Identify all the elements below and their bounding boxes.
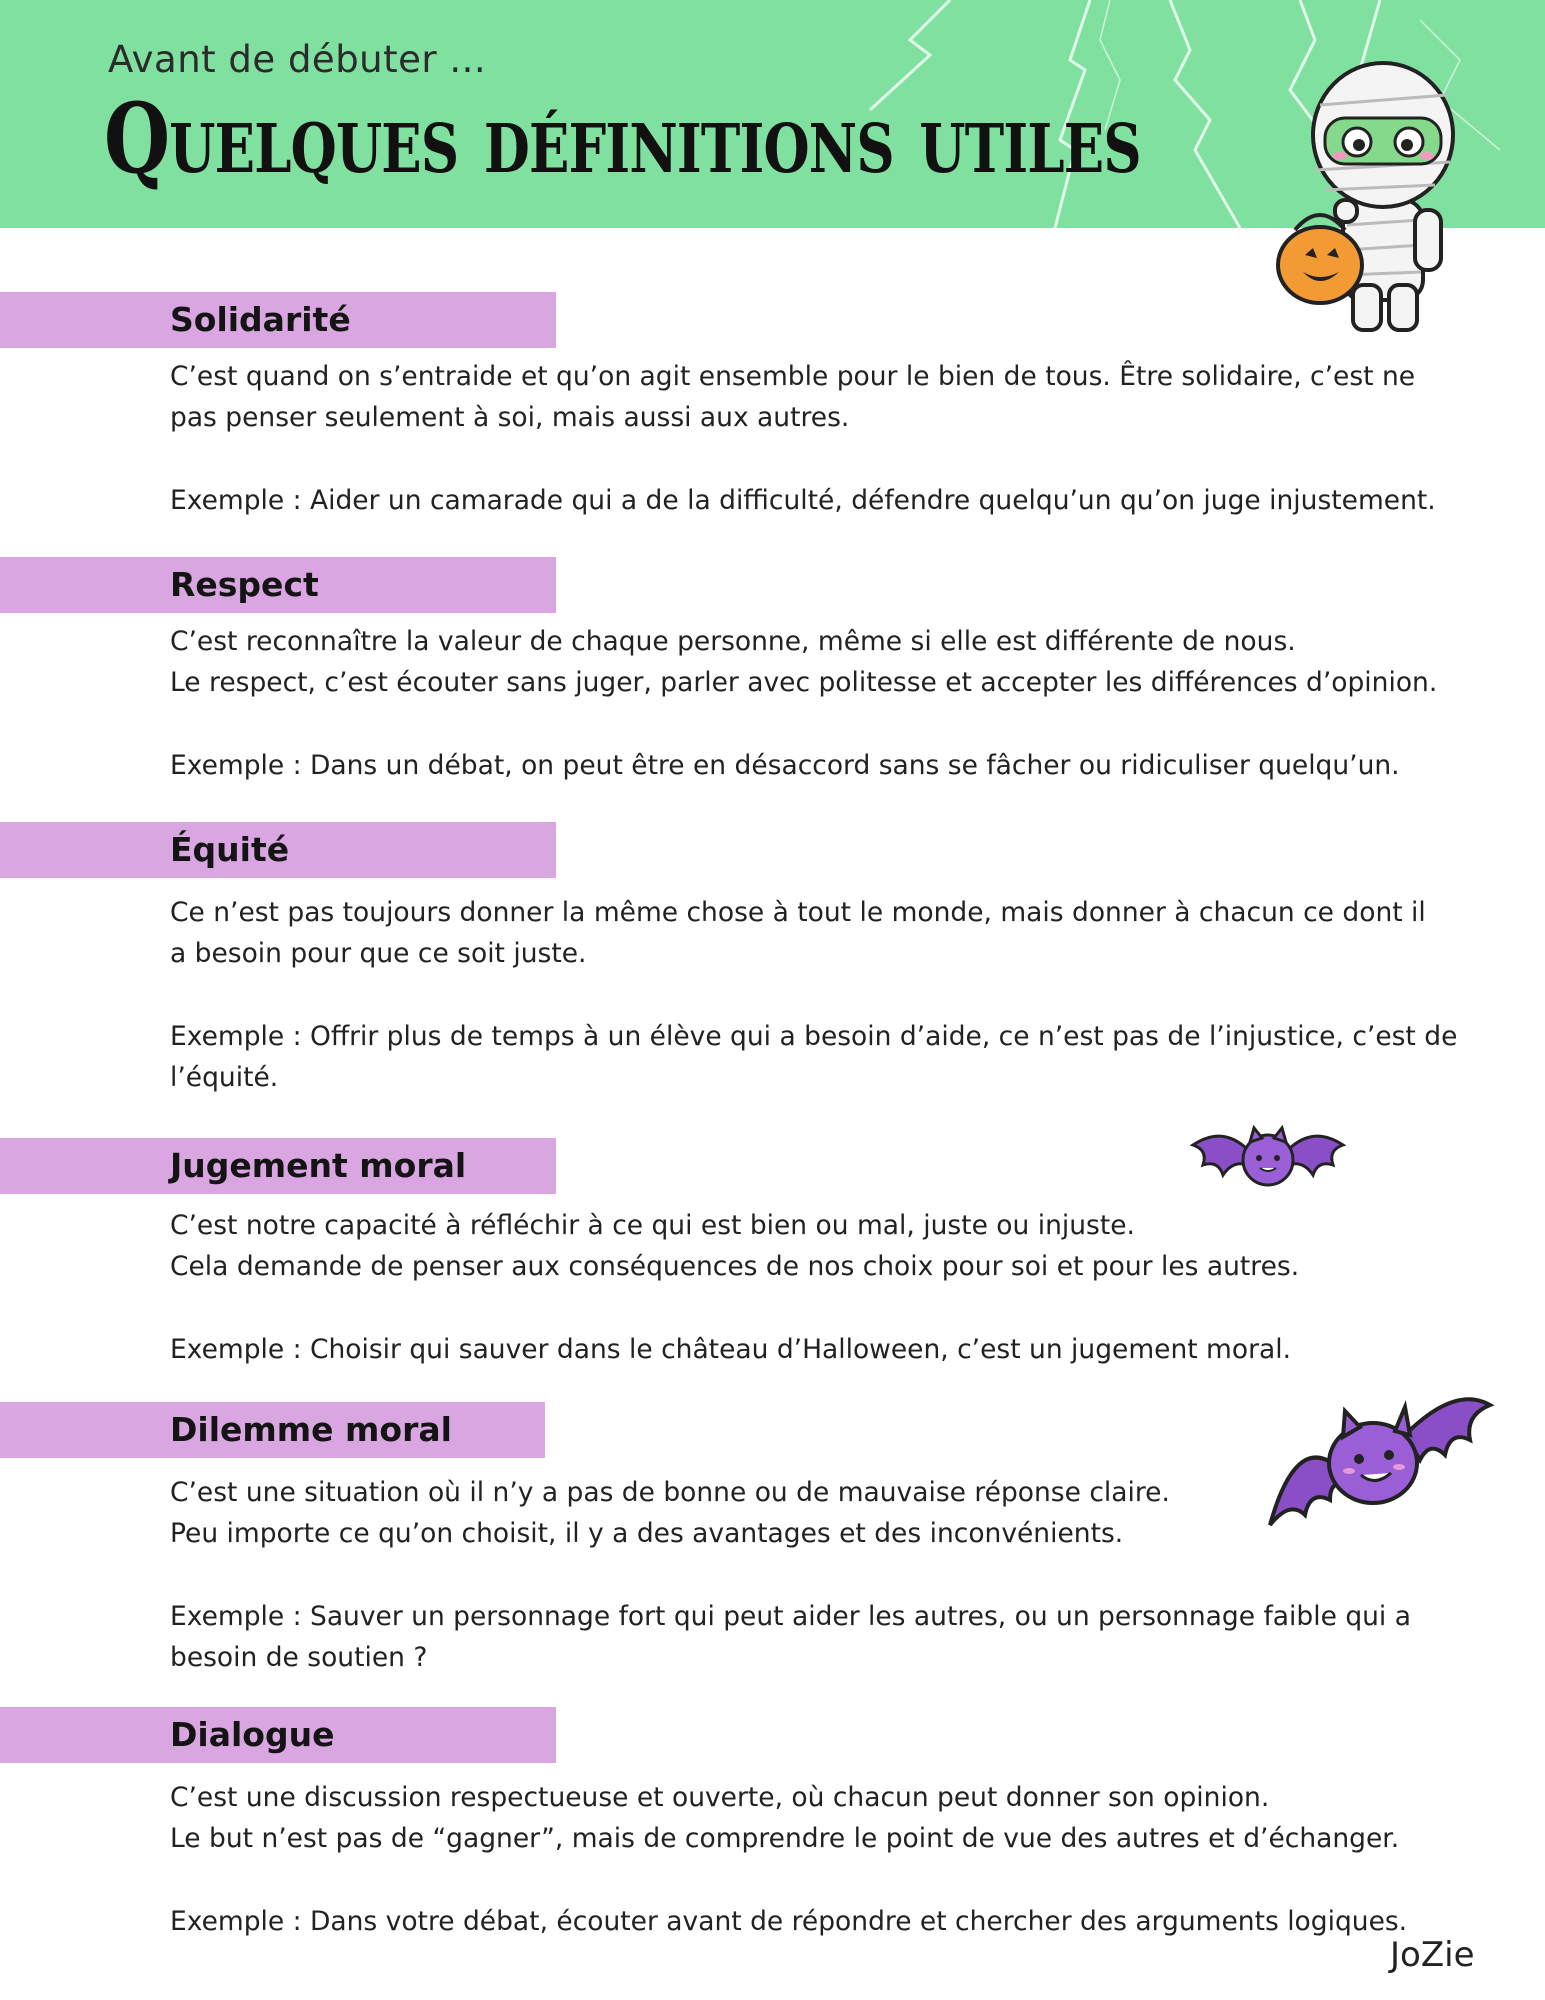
bat-icon	[1188, 1120, 1348, 1200]
definition-line: Ce n’est pas toujours donner la même chose à tout le monde, mais donner à chacun ce dont il	[170, 897, 1426, 928]
term-heading: Respect	[170, 565, 319, 604]
example-line: Exemple : Dans votre débat, écouter avant de répondre et chercher des arguments logiques.	[170, 1906, 1408, 1937]
page-title: Quelques définitions utiles	[104, 82, 1141, 195]
definition-line: C’est notre capacité à réfléchir à ce qui est bien ou mal, juste ou injuste.	[170, 1210, 1135, 1241]
example-line: Exemple : Choisir qui sauver dans le château d’Halloween, c’est un jugement moral.	[170, 1334, 1291, 1365]
author-signature: JoZie	[1390, 1935, 1475, 1975]
definition-line: C’est quand on s’entraide et qu’on agit ensemble pour le bien de tous. Être solidaire, c’est ne	[170, 361, 1416, 392]
definition-line: Le but n’est pas de “gagner”, mais de comprendre le point de vue des autres et d’échanger.	[170, 1823, 1400, 1854]
definition-line: Peu importe ce qu’on choisit, il y a des avantages et des inconvénients.	[170, 1518, 1124, 1549]
example-line: besoin de soutien ?	[170, 1642, 428, 1673]
term-heading: Équité	[170, 830, 290, 869]
page-subtitle: Avant de débuter ...	[108, 38, 487, 81]
definition-line: a besoin pour que ce soit juste.	[170, 938, 587, 969]
term-heading: Jugement moral	[170, 1146, 467, 1185]
example-line: Exemple : Dans un débat, on peut être en désaccord sans se fâcher ou ridiculiser quelqu’un.	[170, 750, 1400, 781]
term-heading: Dilemme moral	[170, 1410, 452, 1449]
bat-icon	[1265, 1375, 1495, 1540]
definition-line: C’est une discussion respectueuse et ouverte, où chacun peut donner son opinion.	[170, 1782, 1270, 1813]
example-line: Exemple : Sauver un personnage fort qui peut aider les autres, ou un personnage faible qui a	[170, 1601, 1411, 1632]
example-line: Exemple : Aider un camarade qui a de la difficulté, défendre quelqu’un qu’on juge injustement.	[170, 485, 1436, 516]
term-heading: Dialogue	[170, 1715, 335, 1754]
term-heading: Solidarité	[170, 300, 351, 339]
mummy-with-pumpkin-icon	[1265, 50, 1465, 340]
definition-line: Le respect, c’est écouter sans juger, parler avec politesse et accepter les différences d’opinion.	[170, 667, 1438, 698]
definition-line: pas penser seulement à soi, mais aussi aux autres.	[170, 402, 850, 433]
example-line: Exemple : Offrir plus de temps à un élève qui a besoin d’aide, ce n’est pas de l’injustice, c’est de	[170, 1021, 1458, 1052]
definition-line: C’est une situation où il n’y a pas de bonne ou de mauvaise réponse claire.	[170, 1477, 1170, 1508]
definition-line: Cela demande de penser aux conséquences de nos choix pour soi et pour les autres.	[170, 1251, 1300, 1282]
example-line: l’équité.	[170, 1062, 279, 1093]
definition-line: C’est reconnaître la valeur de chaque personne, même si elle est différente de nous.	[170, 626, 1296, 657]
